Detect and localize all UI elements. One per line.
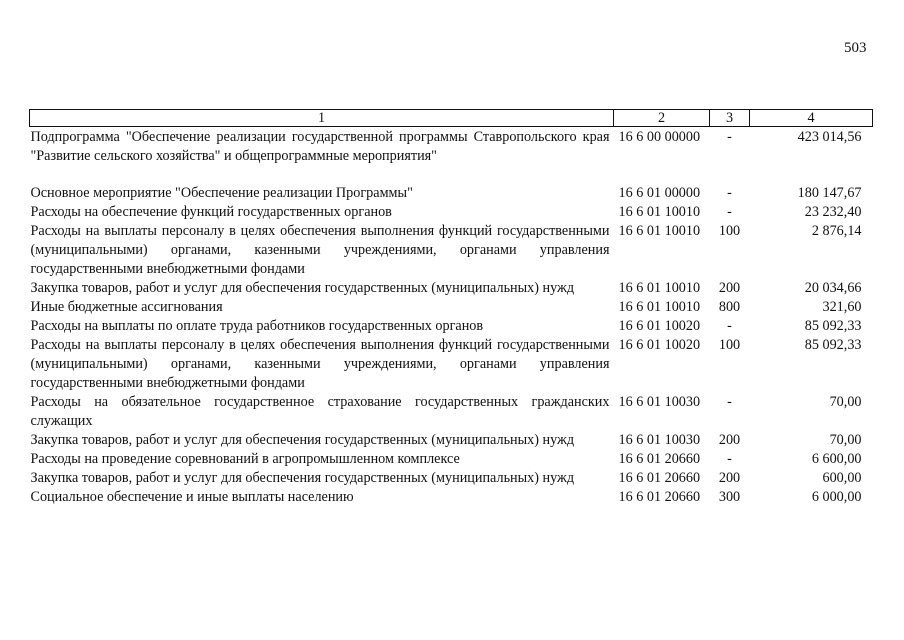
row-name: Расходы на обязательное государственное страхование государственных гражданских служащих (30, 394, 610, 429)
table-row (30, 317, 873, 336)
row-name: Подпрограмма "Обеспечение реализации государственной программы Ставропольского края "Развитие сельского хозяйства" и общепрограммные мероприятия" (30, 129, 610, 164)
row-sum: 600,00 (822, 470, 862, 486)
row-sum: 70,00 (829, 394, 862, 410)
row-type: 800 (718, 299, 741, 315)
row-name: Расходы на обеспечение функций государственных органов (30, 204, 392, 220)
row-type: 200 (718, 470, 741, 486)
table-row (30, 203, 873, 222)
row-name: Расходы на проведение соревнований в агропромышленном комплексе (30, 451, 460, 467)
row-code: 16 6 01 10020 (618, 318, 701, 334)
row-sum: 180 147,67 (797, 185, 862, 201)
row-name: Закупка товаров, работ и услуг для обеспечения государственных (муниципальных) нужд (30, 432, 575, 448)
table-row (30, 127, 873, 167)
spacer-row (30, 166, 873, 184)
row-code: 16 6 01 10020 (618, 337, 701, 353)
table-row (30, 431, 873, 450)
table-row (30, 298, 873, 317)
table-row (30, 336, 873, 393)
table-row (30, 488, 873, 507)
table-row (30, 184, 873, 203)
row-code: 16 6 01 10010 (618, 223, 701, 239)
row-code: 16 6 01 10030 (618, 432, 701, 448)
row-sum: 85 092,33 (804, 318, 862, 334)
row-sum: 23 232,40 (804, 204, 862, 220)
row-type: - (727, 129, 732, 145)
row-type: - (727, 204, 732, 220)
header-col-1: 1 (30, 110, 614, 127)
row-type: 100 (718, 223, 741, 239)
row-name: Иные бюджетные ассигнования (30, 299, 223, 315)
row-name: Закупка товаров, работ и услуг для обеспечения государственных (муниципальных) нужд (30, 280, 575, 296)
row-sum: 423 014,56 (797, 129, 862, 145)
row-code: 16 6 00 00000 (618, 129, 701, 145)
table-row (30, 393, 873, 431)
row-sum: 6 600,00 (811, 451, 862, 467)
row-code: 16 6 01 10030 (618, 394, 701, 410)
table-header (30, 110, 873, 127)
row-code: 16 6 01 10010 (618, 299, 701, 315)
row-name: Социальное обеспечение и иные выплаты населению (30, 489, 354, 505)
row-type: 300 (718, 489, 741, 505)
row-type: - (727, 394, 732, 410)
row-sum: 6 000,00 (811, 489, 862, 505)
budget-table (29, 109, 873, 507)
row-sum: 321,60 (822, 299, 862, 315)
header-col-3: 3 (710, 110, 750, 127)
row-type: 200 (718, 432, 741, 448)
header-col-4: 4 (750, 110, 873, 127)
row-sum: 20 034,66 (804, 280, 862, 296)
header-col-2: 2 (614, 110, 710, 127)
row-code: 16 6 01 20660 (618, 489, 701, 505)
row-code: 16 6 01 20660 (618, 470, 701, 486)
row-name: Расходы на выплаты по оплате труда работников государственных органов (30, 318, 484, 334)
row-type: - (727, 185, 732, 201)
row-type: - (727, 318, 732, 334)
table-body (30, 127, 873, 508)
row-sum: 70,00 (829, 432, 862, 448)
header-row (30, 110, 873, 127)
row-name: Закупка товаров, работ и услуг для обеспечения государственных (муниципальных) нужд (30, 470, 575, 486)
row-sum: 85 092,33 (804, 337, 862, 353)
table-row (30, 222, 873, 279)
row-name: Расходы на выплаты персоналу в целях обеспечения выполнения функций государственными (муниципальными) органами, казенными учреждениями, органами управления государственными внебюджетными фондами (30, 337, 610, 391)
page-number: 503 (844, 40, 867, 56)
row-type: - (727, 451, 732, 467)
row-code: 16 6 01 10010 (618, 280, 701, 296)
table-row (30, 279, 873, 298)
row-code: 16 6 01 20660 (618, 451, 701, 467)
table-row (30, 450, 873, 469)
row-name: Основное мероприятие "Обеспечение реализации Программы" (30, 185, 413, 201)
row-sum: 2 876,14 (811, 223, 862, 239)
table-row (30, 469, 873, 488)
row-type: 100 (718, 337, 741, 353)
row-code: 16 6 01 00000 (618, 185, 701, 201)
row-name: Расходы на выплаты персоналу в целях обеспечения выполнения функций государственными (муниципальными) органами, казенными учреждениями, органами управления государственными внебюджетными фондами (30, 223, 610, 277)
row-type: 200 (718, 280, 741, 296)
row-code: 16 6 01 10010 (618, 204, 701, 220)
